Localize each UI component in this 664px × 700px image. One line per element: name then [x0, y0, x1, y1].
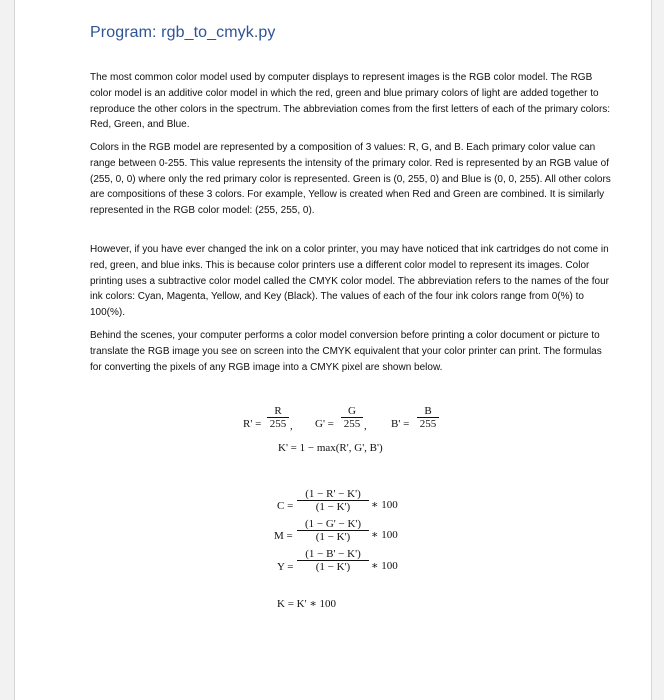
g-prime-numerator: G [348, 405, 356, 417]
paragraph-conversion: Behind the scenes, your computer performs a color model conversion before printing a color document or picture to translate the RGB image you see on screen into the CMYK equivalent that your color printer can print. The formulas for converting the pixels of any RGB image into a CMYK pixel are shown below. [90, 330, 602, 373]
y-lhs: Y = [277, 561, 294, 573]
c-denominator: (1 − K') [297, 500, 369, 513]
g-prime-fraction [341, 405, 363, 430]
paragraph-rgb-intro: The most common color model used by computer displays to represent images is the RGB color model. The RGB color model is an additive color model in which the red, green and blue primary colors of light are added together to reproduce the other colors in the spectrum. The abbreviation comes from the first letters of each of the primary colors: Red, Green, and Blue. [90, 72, 611, 131]
page-title: Program: rgb_to_cmyk.py [90, 24, 276, 41]
r-prime-lhs: R' = [243, 418, 262, 430]
paragraph-rgb-values: Colors in the RGB model are represented by a composition of 3 values: R, G, and B. Each primary color value can range between 0-255. This value represents the intensity of the primary color. Red is represented by an RGB value of (255, 0, 0) where only the red primary color is represented. Green is (0, 255, 0) and Blue is (0, 0, 255). All other colors are compositions of these 3 colors. For example, Yellow is created when Red and Green are combined. It is similarly represented in the RGB color model: (255, 255, 0). [90, 142, 611, 217]
b-prime-numerator: B [424, 405, 432, 417]
y-fraction [297, 548, 369, 573]
r-prime-fraction [267, 405, 289, 430]
g-prime-separator: , [364, 420, 367, 432]
g-prime-lhs: G' = [315, 418, 334, 430]
y-times-100: ∗ 100 [371, 560, 398, 572]
b-prime-fraction [417, 405, 439, 430]
b-prime-denominator: 255 [417, 417, 439, 430]
y-numerator: (1 − B' − K') [305, 548, 361, 560]
c-fraction [297, 488, 369, 513]
r-prime-denominator: 255 [267, 417, 289, 430]
r-prime-separator: , [290, 420, 293, 432]
y-denominator: (1 − K') [297, 560, 369, 573]
m-lhs: M = [274, 530, 293, 542]
k-prime-formula: K' = 1 − max(R', G', B') [278, 442, 383, 454]
r-prime-numerator: R [274, 405, 282, 417]
b-prime-lhs: B' = [391, 418, 410, 430]
m-numerator: (1 − G' − K') [304, 518, 362, 530]
c-numerator: (1 − R' − K') [305, 488, 361, 500]
k-formula: K = K' ∗ 100 [277, 598, 337, 610]
g-prime-denominator: 255 [341, 417, 363, 430]
m-times-100: ∗ 100 [371, 529, 398, 541]
m-fraction [297, 518, 369, 543]
document-page [14, 0, 652, 700]
m-denominator: (1 − K') [297, 530, 369, 543]
c-lhs: C = [277, 500, 294, 512]
paragraph-cmyk-intro: However, if you have ever changed the ink on a color printer, you may have noticed that ink cartridges do not come in red, green, and blue inks. This is because color printers use a different color model to represent its images. Color printing uses a subtractive color model called the CMYK color model. The abbreviation refers to the names of the four ink colors: Cyan, Magenta, Yellow, and Key (Black). The values of each of the four ink colors range from 0(%) to 100(%). [90, 244, 609, 319]
c-times-100: ∗ 100 [371, 499, 398, 511]
